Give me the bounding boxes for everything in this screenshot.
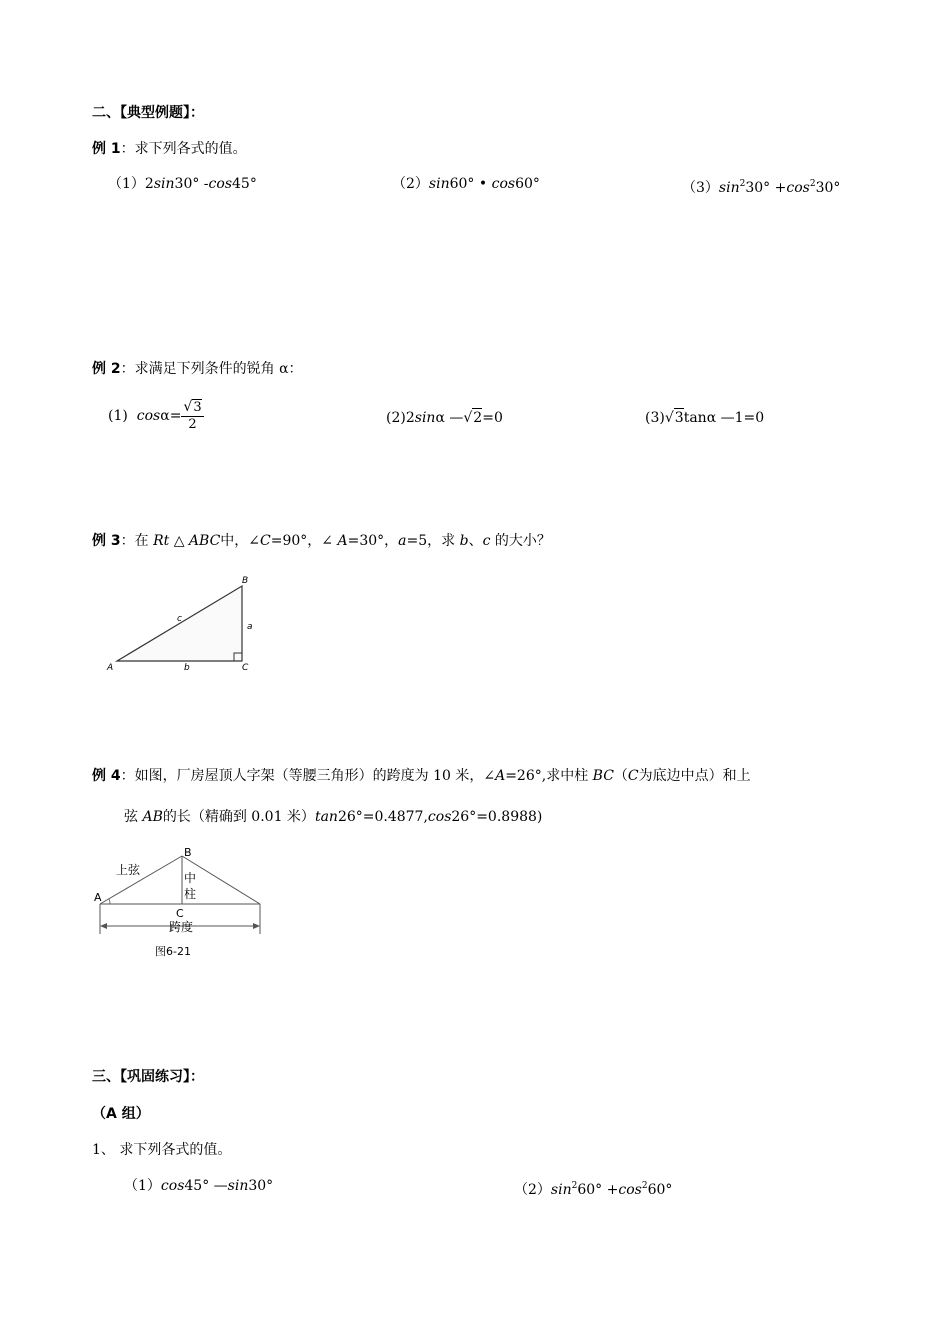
example-1-item-1 (108, 175, 257, 193)
function-name: sin (414, 410, 436, 426)
item-number: （1） (124, 1178, 161, 1194)
text: =26°,求中柱 (505, 768, 593, 784)
item-number: （2） (514, 1182, 551, 1198)
dimension-arrow-left (100, 923, 107, 929)
side-label-c: c (177, 614, 182, 624)
text: 的长（精确到 0.01 米） (162, 809, 315, 825)
variable: α (435, 410, 445, 426)
angle: 45° (232, 176, 257, 192)
item-number: (2) (386, 410, 406, 426)
operator: — (444, 410, 464, 426)
question-1-prompt: 1、 求下列各式的值。 (92, 1142, 232, 1158)
roof-truss-figure (92, 842, 272, 964)
fraction: $\frac{√3}{2}$ (183, 399, 202, 432)
text: 26°=0.8988) (451, 809, 543, 825)
exponent: 2 (739, 179, 746, 189)
function-name: sin (550, 1182, 572, 1198)
function-name: sin (718, 180, 740, 196)
text: b (459, 533, 469, 549)
figure-caption: 图6-21 (155, 945, 191, 958)
text: =30°， (347, 533, 399, 549)
example-1-item-3 (682, 175, 840, 197)
operator: — (209, 1178, 228, 1194)
exponent: 2 (571, 1181, 578, 1191)
text: cos (427, 809, 452, 825)
text: C (260, 533, 271, 549)
right-triangle-figure (100, 572, 270, 676)
example-prompt: ：求满足下列条件的锐角 α： (120, 361, 303, 377)
side-label-b: b (184, 663, 190, 673)
vertex-label-c: C (176, 907, 184, 920)
function-name: tan (683, 410, 707, 426)
example-2-item-1 (108, 396, 204, 436)
angle: 30° (248, 1178, 274, 1194)
question-1-item-2 (514, 1177, 672, 1199)
variable: α (160, 408, 170, 424)
text: BC (592, 768, 614, 784)
text: △ (169, 533, 189, 549)
example-1-item-2 (392, 175, 540, 193)
example-2-heading (92, 360, 303, 378)
coefficient: 2 (144, 176, 154, 192)
function-name: cos (491, 176, 516, 192)
vertex-label-b: B (242, 576, 249, 586)
vertex-label-b: B (184, 846, 192, 859)
denominator: 2 (188, 417, 197, 432)
text: AB (142, 809, 163, 825)
equation-tail: =0 (482, 410, 503, 426)
item-number: （1） (108, 176, 145, 192)
item-number: (1) (108, 408, 128, 424)
radicand: 3 (193, 400, 202, 415)
function-name: cos (160, 1178, 185, 1194)
text: A (495, 768, 506, 784)
text: a (398, 533, 407, 549)
angle: 60° (577, 1182, 603, 1198)
exponent: 2 (641, 1181, 648, 1191)
example-4-line-2 (124, 808, 542, 826)
text: 、 (468, 533, 483, 549)
text: =5，求 (406, 533, 460, 549)
text: 26°=0.4877, (337, 809, 428, 825)
operator: = (169, 408, 182, 424)
radicand: 3 (674, 410, 684, 426)
group-label: （A 组） (92, 1106, 150, 1122)
variable: α (706, 410, 717, 426)
span-label: 跨度 (169, 920, 194, 934)
item-number: （3） (682, 180, 719, 196)
function-name: cos (208, 176, 233, 192)
text: ：如图，厂房屋顶人字架（等腰三角形）的跨度为 10 米，∠ (120, 768, 496, 784)
text: Rt (153, 533, 170, 549)
text: tan (314, 809, 338, 825)
text: 中，∠ (220, 533, 261, 549)
angle: 30° (745, 180, 771, 196)
text: =90°，∠ (270, 533, 338, 549)
coefficient: 2 (405, 410, 415, 426)
operator: + (602, 1182, 619, 1198)
example-label: 例 4 (92, 768, 121, 784)
example-label: 例 2 (92, 361, 121, 377)
dimension-arrow-right (253, 923, 260, 929)
function-name: cos (618, 1182, 642, 1198)
example-2-item-2: (2)2sinα —√2=0 (386, 410, 503, 426)
angle-arc (109, 899, 110, 904)
angle: 30° (174, 176, 200, 192)
example-1-heading (92, 140, 247, 158)
text: c (482, 533, 491, 549)
example-prompt: ：求下列各式的值。 (120, 141, 247, 157)
angle: 60° (449, 176, 475, 192)
text: ：在 (120, 533, 154, 549)
function-name: sin (227, 1178, 249, 1194)
example-4-line-1 (92, 767, 751, 785)
text: 为底边中点）和上 (638, 768, 751, 784)
exponent: 2 (809, 179, 816, 189)
example-3-heading (92, 532, 551, 550)
item-number: (3) (645, 410, 665, 426)
operator: - (199, 176, 209, 192)
angle: 60° (647, 1182, 673, 1198)
center-post-label-1: 中 (184, 871, 197, 885)
function-name: cos (786, 180, 810, 196)
text: 弦 (124, 809, 143, 825)
function-name: cos (136, 408, 161, 424)
angle: 60° (515, 176, 540, 192)
radicand: 2 (473, 410, 483, 426)
example-2-item-3: (3)√3tanα —1=0 (645, 410, 765, 426)
side-label-a: a (247, 622, 253, 632)
section-title-examples: 二、【典型例题】： (92, 105, 204, 121)
vertex-label-a: A (107, 663, 114, 673)
vertex-label-c: C (242, 663, 249, 673)
section-title-practice: 三、【巩固练习】： (92, 1069, 204, 1085)
operator: + (770, 180, 787, 196)
center-post-label-2: 柱 (184, 887, 197, 901)
example-label: 例 3 (92, 533, 121, 549)
upper-chord-label: 上弦 (116, 863, 141, 877)
item-number: （2） (392, 176, 429, 192)
equation-tail: —1=0 (716, 410, 765, 426)
text: （ (613, 768, 628, 784)
example-label: 例 1 (92, 141, 121, 157)
question-1-item-1 (124, 1177, 273, 1195)
angle: 30° (815, 180, 841, 196)
text: 的大小？ (490, 533, 551, 549)
vertex-label-a: A (94, 891, 102, 904)
text: A (337, 533, 348, 549)
angle: 45° (184, 1178, 210, 1194)
upper-chord-left (100, 856, 182, 904)
text: C (627, 768, 639, 784)
text: ABC (188, 533, 221, 549)
function-name: sin (428, 176, 450, 192)
operator: • (474, 176, 492, 192)
function-name: sin (153, 176, 175, 192)
